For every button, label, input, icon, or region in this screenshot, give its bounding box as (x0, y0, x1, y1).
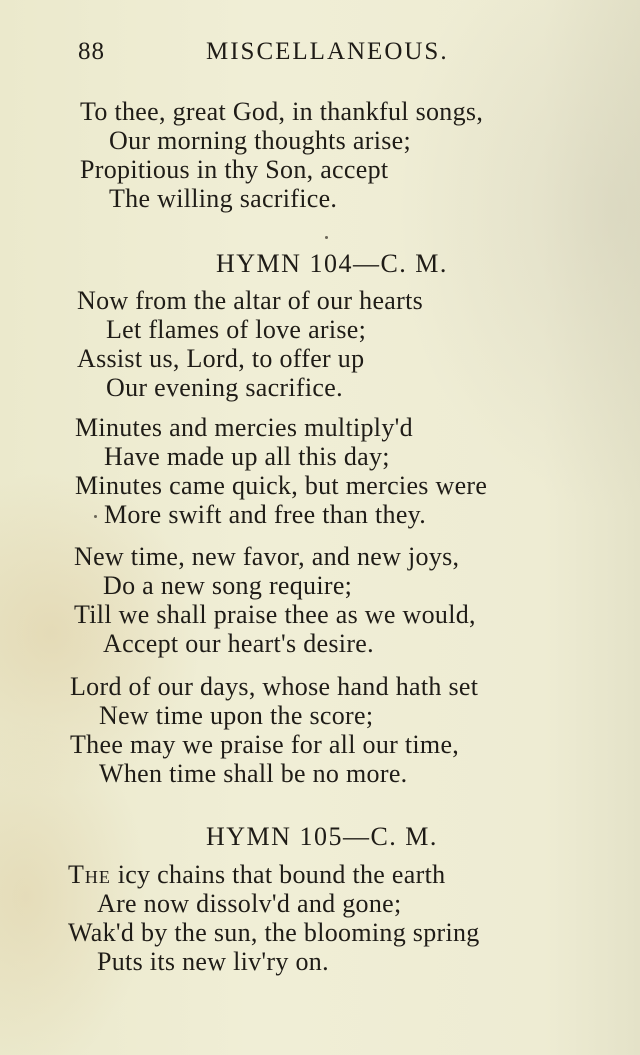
verse-line: Minutes and mercies multiply'd (75, 413, 413, 442)
hymn-105-stanza-1 (68, 860, 480, 976)
print-speck (94, 515, 97, 518)
verse-line: Assist us, Lord, to offer up (77, 344, 365, 373)
verse-line: Till we shall praise thee as we would, (74, 600, 476, 629)
verse-line-first (68, 860, 480, 889)
hymn-104-stanza-2 (75, 413, 487, 529)
page-header (78, 38, 498, 72)
verse-line: Now from the altar of our hearts (77, 286, 424, 315)
verse-line: Do a new song require; (103, 571, 353, 600)
verse-line: To thee, great God, in thankful songs, (80, 97, 484, 126)
verse-line: Accept our heart's desire. (103, 629, 374, 658)
verse-line: Our morning thoughts arise; (109, 126, 412, 155)
hymn-104-title: HYMN 104—C. M. (216, 249, 448, 278)
verse-line: Thee may we praise for all our time, (70, 730, 460, 759)
hymn-105-title: HYMN 105—C. M. (206, 822, 438, 851)
hymn-104-stanza-4 (70, 672, 478, 788)
drop-word: The (68, 860, 111, 889)
verse-line: New time upon the score; (99, 701, 374, 730)
verse-line: Wak'd by the sun, the blooming spring (68, 918, 480, 947)
verse-line: The willing sacrifice. (109, 184, 338, 213)
verse-line: New time, new favor, and new joys, (74, 542, 460, 571)
verse-line: Lord of our days, whose hand hath set (70, 672, 479, 701)
verse-line: Minutes came quick, but mercies were (75, 471, 488, 500)
hymn-104-stanza-3 (74, 542, 476, 658)
hymn-104-stanza-1 (77, 286, 423, 402)
verse-line: Propitious in thy Son, accept (80, 155, 389, 184)
running-head: MISCELLANEOUS. (206, 38, 449, 65)
verse-line: More swift and free than they. (104, 500, 427, 529)
first-line-rest: icy chains that bound the earth (110, 860, 446, 889)
verse-line: Puts its new liv'ry on. (97, 947, 329, 976)
verse-line: Are now dissolv'd and gone; (97, 889, 402, 918)
verse-line: Our evening sacrifice. (106, 373, 343, 402)
page-number: 88 (78, 38, 105, 65)
opening-stanza (80, 97, 483, 213)
verse-line: Have made up all this day; (104, 442, 390, 471)
verse-line: When time shall be no more. (99, 759, 408, 788)
verse-line: Let flames of love arise; (106, 315, 367, 344)
print-speck (325, 236, 328, 239)
